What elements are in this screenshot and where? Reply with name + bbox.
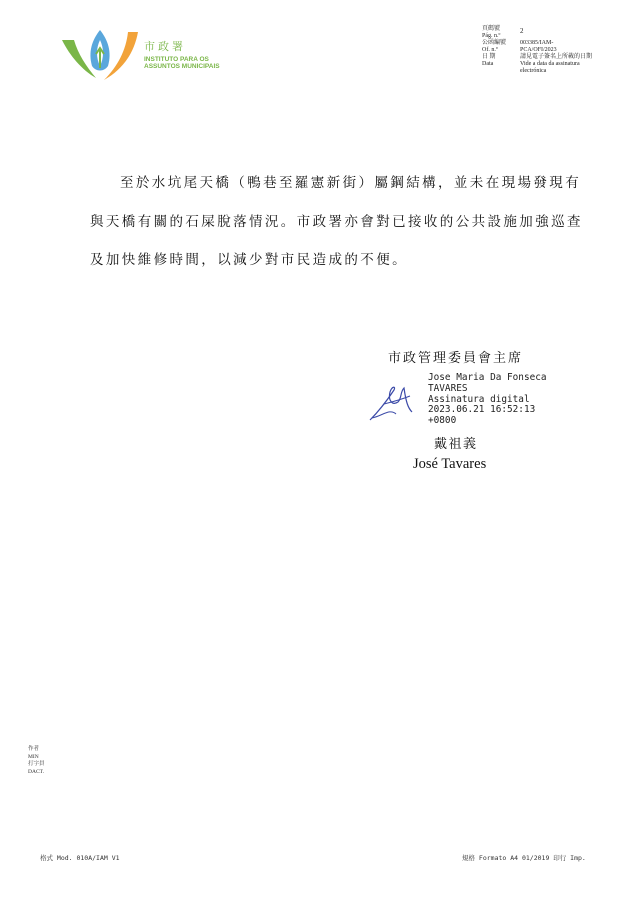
ref-value-line1: 003385/IAM-	[520, 40, 554, 46]
handwritten-signature	[366, 378, 416, 428]
iam-logo	[60, 26, 220, 82]
ref-label-pt: Of. n.º	[482, 47, 498, 53]
author-label: 作者	[28, 746, 40, 752]
form-model-code: 格式 Mod. 010A/IAM V1	[40, 854, 120, 862]
page-label-cn: 頁碼號	[482, 26, 501, 32]
signatory-name-cn: 戴祖義	[434, 437, 478, 452]
date-row	[482, 54, 600, 75]
signatory-name-pt: José Tavares	[413, 456, 487, 472]
reference-number-row	[482, 40, 600, 54]
digital-sig-timestamp: 2023.06.21 16:52:13	[428, 404, 536, 416]
author-value: MIN	[28, 753, 39, 760]
ref-label-cn: 公函編號	[482, 40, 507, 46]
page-label-pt: Pág. n.º	[482, 33, 501, 39]
digital-sig-name-line2: TAVARES	[428, 382, 468, 394]
logo-name-pt	[144, 56, 220, 70]
signatory-title: 市政管理委員會主席	[388, 351, 524, 366]
logo-name-pt-line1: INSTITUTO PARA OS	[144, 56, 209, 63]
page-number-row	[482, 26, 600, 40]
iam-emblem-icon	[60, 26, 144, 82]
logo-name-pt-line2: ASSUNTOS MUNICIPAIS	[144, 63, 220, 70]
reference-block	[482, 26, 600, 75]
body-paragraph: 至於水坑尾天橋（鴨巷至羅憲新街）屬鋼結構，並未在現場發現有與天橋有關的石屎脫落情況。市政署亦會對已接收的公共設施加強巡查及加快維修時間，以減少對市民造成的不便。	[90, 175, 583, 268]
letter-body	[90, 164, 590, 280]
digital-sig-name-line1: Jose Maria Da Fonseca	[428, 372, 547, 383]
digital-signature-info	[428, 373, 547, 427]
date-label-pt: Data	[482, 61, 494, 67]
logo-name-cn: 市政署	[144, 40, 186, 53]
date-value-pt-line1: Vide a data da assinatura	[520, 61, 580, 67]
page-number: 2	[520, 27, 524, 35]
date-value-pt-line2: electrónica	[520, 68, 547, 74]
digital-sig-timezone: +0800	[428, 415, 457, 427]
ref-value-line2: PCA/OFI/2023	[520, 47, 557, 53]
date-value-cn: 請見電子簽名上所載的日期	[520, 54, 593, 60]
paper-format-info: 規格 Formato A4 01/2019 印行 Imp.	[462, 854, 586, 862]
digital-sig-label: Assinatura digital	[428, 393, 530, 405]
typist-label-pt: DACT.	[28, 768, 44, 775]
author-block	[28, 746, 45, 776]
typist-label-cn: 打字員	[28, 761, 45, 767]
date-label-cn: 日 期	[482, 54, 496, 60]
